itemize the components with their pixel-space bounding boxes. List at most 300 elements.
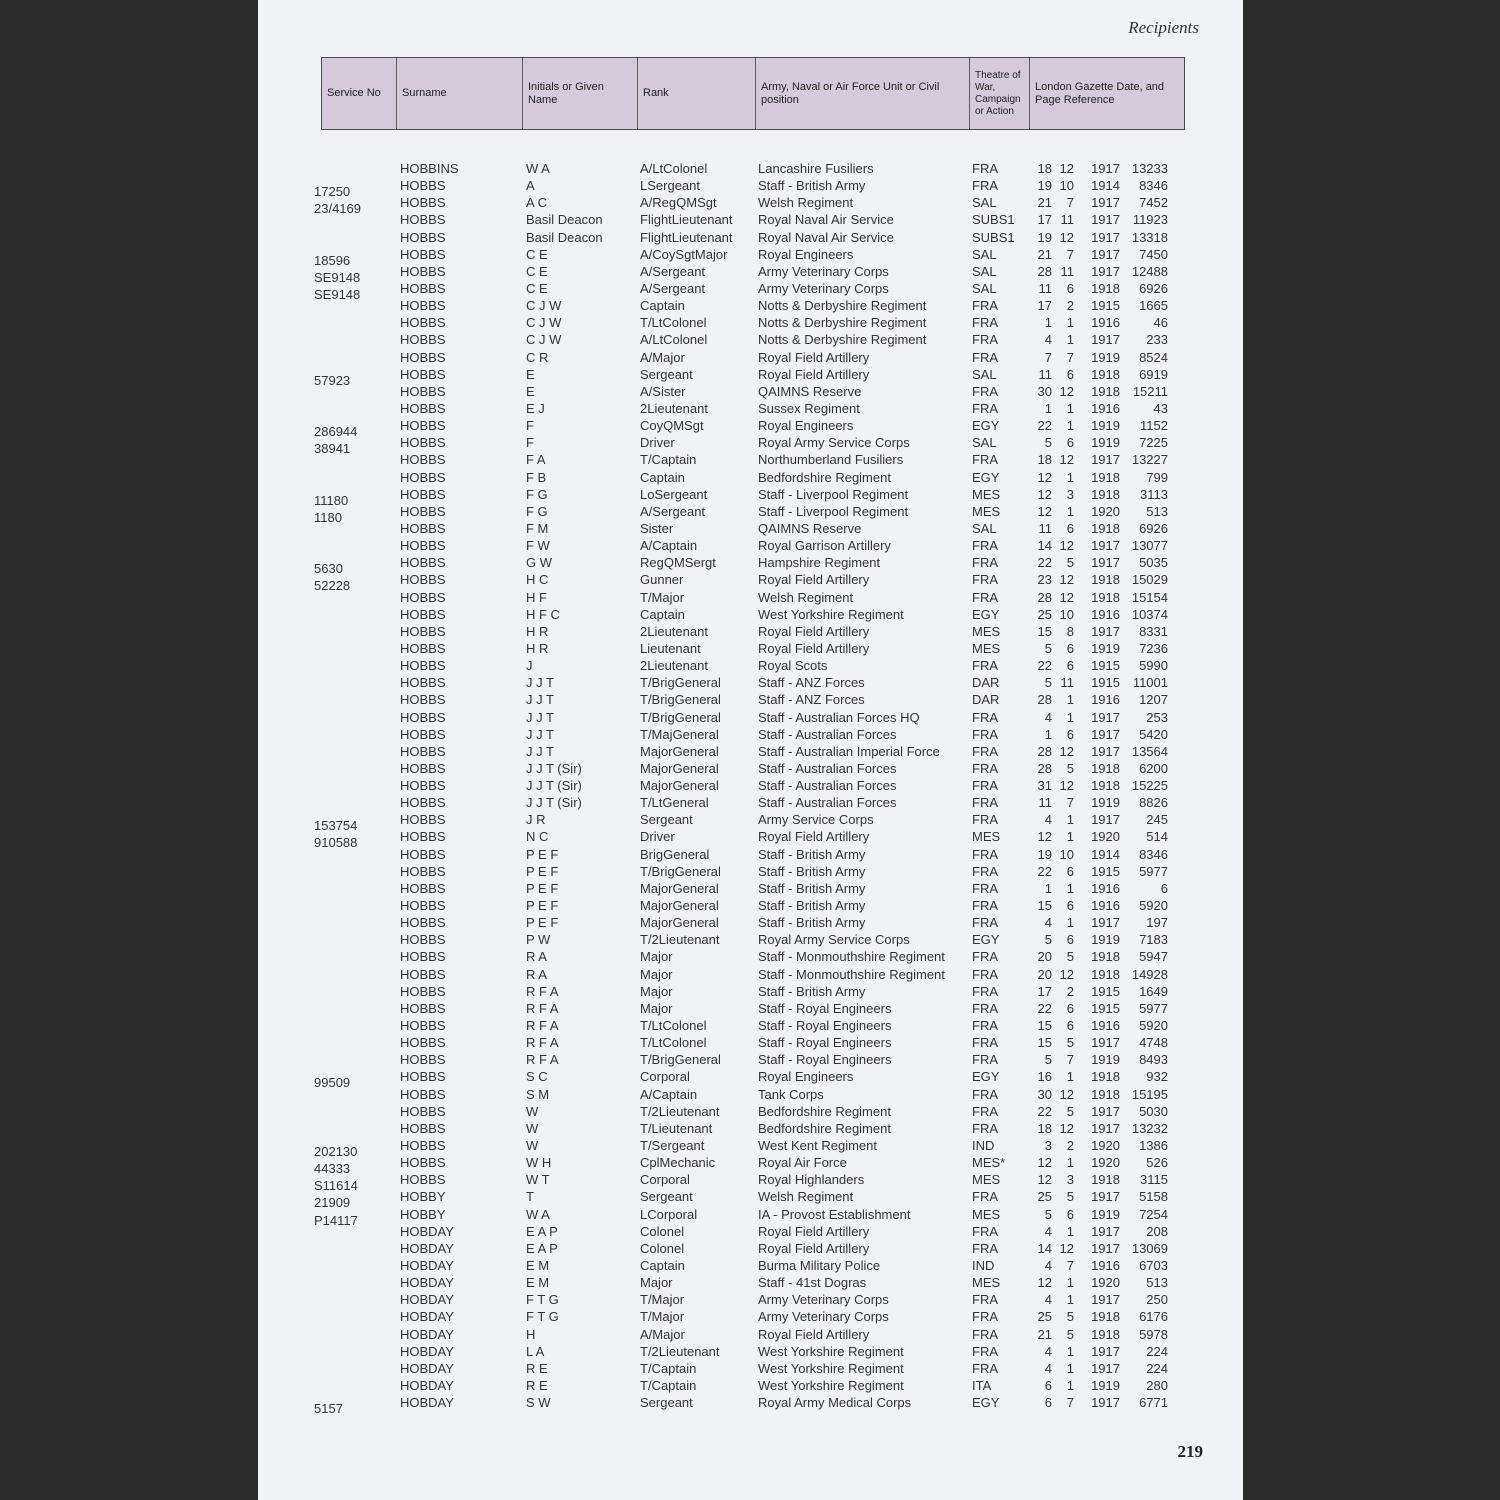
cell-unit: Royal Army Service Corps (758, 932, 910, 948)
cell-unit: Royal Highlanders (758, 1172, 865, 1188)
cell-service-no: 23/4169 (314, 201, 361, 217)
cell-rank: A/Major (640, 1326, 685, 1342)
cell-initials: E A P (526, 1223, 558, 1239)
cell-gazette-page: 15029 (1131, 572, 1168, 588)
cell-gazette-day: 28 (1037, 263, 1052, 279)
cell-surname: HOBBS (400, 949, 446, 965)
cell-gazette-page: 15225 (1131, 778, 1168, 794)
cell-gazette-month: 12 (1059, 778, 1074, 794)
cell-gazette-year: 1920 (1091, 1155, 1120, 1171)
cell-gazette-month: 6 (1066, 520, 1074, 536)
cell-gazette-year: 1917 (1091, 1360, 1120, 1376)
cell-theatre: FRA (972, 315, 998, 331)
cell-surname: HOBBS (400, 589, 446, 605)
cell-unit: Sussex Regiment (758, 400, 860, 416)
cell-unit: Staff - Monmouthshire Regiment (758, 966, 945, 982)
cell-gazette-page: 233 (1146, 332, 1168, 348)
cell-gazette-month: 11 (1060, 675, 1074, 691)
cell-gazette-year: 1915 (1091, 298, 1120, 314)
cell-surname: HOBBS (400, 1172, 446, 1188)
cell-initials: G W (526, 555, 552, 571)
cell-surname: HOBBS (400, 812, 446, 828)
table-row (314, 1000, 1194, 1017)
cell-gazette-page: 8346 (1139, 178, 1168, 194)
cell-surname: HOBBS (400, 846, 446, 862)
cell-gazette-page: 13069 (1131, 1240, 1168, 1256)
cell-unit: Staff - Royal Engineers (758, 1035, 892, 1051)
cell-surname: HOBBS (400, 726, 446, 742)
cell-surname: HOBBS (400, 298, 446, 314)
cell-theatre: FRA (972, 760, 998, 776)
cell-gazette-page: 3113 (1140, 486, 1168, 502)
cell-rank: T/Major (640, 589, 685, 605)
cell-surname: HOBBS (400, 263, 446, 279)
cell-surname: HOBBS (400, 1000, 446, 1016)
cell-gazette-page: 15211 (1132, 383, 1168, 399)
cell-initials: E J (526, 400, 545, 416)
book-page (258, 0, 1243, 1500)
cell-gazette-page: 13077 (1131, 538, 1168, 554)
cell-unit: Staff - Liverpool Regiment (758, 486, 909, 502)
cell-unit: Royal Field Artillery (758, 572, 870, 588)
cell-gazette-month: 5 (1066, 1103, 1074, 1119)
cell-unit: Welsh Regiment (758, 1189, 854, 1205)
cell-gazette-month: 6 (1066, 280, 1074, 296)
table-row (314, 914, 1194, 931)
cell-surname: HOBBS (400, 400, 446, 416)
cell-initials: R A (526, 966, 547, 982)
cell-theatre: EGY (972, 469, 1000, 485)
cell-surname: HOBDAY (400, 1395, 454, 1411)
cell-rank: FlightLieutenant (640, 212, 733, 228)
cell-service-no: 202130 (314, 1144, 358, 1160)
cell-initials: F (526, 435, 534, 451)
cell-theatre: FRA (972, 1292, 998, 1308)
table-row (314, 349, 1194, 366)
table-row (314, 263, 1194, 285)
cell-gazette-page: 526 (1146, 1155, 1168, 1171)
cell-gazette-month: 12 (1059, 1120, 1074, 1136)
cell-gazette-page: 14928 (1131, 966, 1168, 982)
cell-rank: Captain (640, 469, 685, 485)
cell-rank: A/Sergeant (640, 280, 706, 296)
cell-gazette-year: 1920 (1091, 1138, 1120, 1154)
cell-unit: Staff - 41st Dogras (758, 1275, 867, 1291)
cell-initials: E (526, 366, 535, 382)
cell-theatre: FRA (972, 846, 998, 862)
cell-gazette-day: 12 (1037, 829, 1052, 845)
cell-gazette-month: 1 (1066, 503, 1074, 519)
cell-gazette-year: 1919 (1091, 1206, 1120, 1222)
cell-gazette-year: 1918 (1091, 520, 1120, 536)
cell-initials: P E F (526, 863, 559, 879)
cell-rank: T/LtColonel (640, 315, 707, 331)
cell-gazette-page: 224 (1146, 1343, 1168, 1359)
table-row (314, 589, 1194, 606)
cell-gazette-month: 5 (1066, 1035, 1074, 1051)
cell-surname: HOBBS (400, 1120, 446, 1136)
cell-rank: BrigGeneral (640, 846, 710, 862)
cell-surname: HOBBS (400, 658, 446, 674)
cell-theatre: MES (972, 503, 1001, 519)
table-row (314, 1034, 1194, 1051)
table-row (314, 1291, 1194, 1308)
table-row (314, 1103, 1194, 1120)
cell-unit: West Kent Regiment (758, 1138, 877, 1154)
cell-theatre: FRA (972, 1223, 998, 1239)
cell-gazette-day: 23 (1037, 572, 1052, 588)
cell-unit: Staff - Australian Forces (758, 726, 897, 742)
cell-rank: Sergeant (640, 1189, 693, 1205)
cell-initials: E A P (526, 1240, 558, 1256)
cell-theatre: FRA (972, 555, 998, 571)
cell-gazette-month: 1 (1066, 915, 1074, 931)
cell-rank: CplMechanic (640, 1155, 716, 1171)
cell-gazette-month: 5 (1066, 1326, 1074, 1342)
cell-gazette-month: 6 (1066, 726, 1074, 742)
cell-surname: HOBBS (400, 195, 446, 211)
cell-initials: J J T (526, 675, 554, 691)
cell-gazette-page: 224 (1146, 1360, 1168, 1376)
cell-gazette-page: 5030 (1139, 1103, 1168, 1119)
cell-gazette-month: 12 (1059, 1240, 1074, 1256)
cell-surname: HOBBS (400, 1086, 446, 1102)
cell-theatre: MES (972, 486, 1001, 502)
cell-gazette-year: 1917 (1091, 1240, 1120, 1256)
cell-gazette-page: 5990 (1139, 658, 1168, 674)
cell-gazette-year: 1915 (1091, 658, 1120, 674)
cell-gazette-day: 12 (1037, 503, 1052, 519)
cell-gazette-page: 514 (1146, 829, 1168, 845)
cell-gazette-page: 932 (1146, 1069, 1168, 1085)
cell-theatre: SAL (972, 263, 997, 279)
cell-theatre: FRA (972, 452, 998, 468)
cell-initials: F A (526, 452, 546, 468)
cell-gazette-year: 1917 (1091, 1189, 1120, 1205)
cell-gazette-month: 1 (1066, 418, 1074, 434)
cell-surname: HOBDAY (400, 1258, 454, 1273)
cell-unit: Royal Field Artillery (758, 1223, 870, 1239)
cell-gazette-day: 4 (1044, 332, 1052, 348)
cell-gazette-page: 5977 (1139, 863, 1168, 879)
cell-unit: Notts & Derbyshire Regiment (758, 332, 927, 348)
cell-theatre: SAL (972, 435, 997, 451)
cell-gazette-month: 1 (1066, 1377, 1074, 1393)
cell-surname: HOBBS (400, 366, 446, 382)
cell-gazette-year: 1916 (1091, 1018, 1120, 1034)
cell-gazette-year: 1915 (1091, 863, 1120, 879)
cell-initials: J J T (526, 726, 554, 742)
table-row (314, 726, 1194, 743)
cell-rank: LCorporal (640, 1206, 698, 1222)
cell-surname: HOBDAY (400, 1240, 454, 1256)
cell-theatre: FRA (972, 400, 998, 416)
cell-initials: S W (526, 1395, 551, 1411)
cell-unit: Army Service Corps (758, 812, 874, 828)
cell-gazette-day: 1 (1044, 400, 1052, 416)
cell-gazette-day: 20 (1037, 949, 1052, 965)
table-row (314, 383, 1194, 400)
cell-surname: HOBBS (400, 675, 446, 691)
cell-gazette-day: 3 (1044, 1138, 1052, 1154)
cell-gazette-year: 1917 (1091, 212, 1120, 228)
cell-rank: T/Major (640, 1292, 685, 1308)
cell-gazette-month: 12 (1059, 743, 1074, 759)
cell-rank: MajorGeneral (640, 880, 719, 896)
table-row (314, 1137, 1194, 1160)
cell-surname: HOBBS (400, 332, 446, 348)
cell-initials: F T G (526, 1309, 559, 1325)
cell-unit: Northumberland Fusiliers (758, 452, 904, 468)
cell-surname: HOBBS (400, 1018, 446, 1034)
cell-surname: HOBBS (400, 1155, 446, 1171)
cell-gazette-day: 18 (1037, 1120, 1052, 1136)
cell-service-no: SE9148 (314, 286, 361, 302)
cell-gazette-page: 11001 (1132, 675, 1168, 691)
cell-gazette-page: 245 (1146, 812, 1168, 828)
cell-theatre: FRA (972, 1326, 998, 1342)
cell-gazette-page: 15154 (1131, 589, 1168, 605)
cell-gazette-month: 6 (1066, 863, 1074, 879)
cell-initials: F T G (526, 1292, 559, 1308)
cell-service-no: 21909 (314, 1195, 351, 1211)
cell-rank: T/MajGeneral (640, 726, 719, 742)
cell-gazette-day: 4 (1044, 1343, 1052, 1359)
cell-initials: J R (526, 812, 546, 828)
cell-gazette-page: 7452 (1139, 195, 1168, 211)
cell-initials: J J T (526, 692, 554, 708)
cell-surname: HOBBS (400, 915, 446, 931)
table-row (314, 897, 1194, 914)
cell-unit: Royal Field Artillery (758, 640, 870, 656)
cell-gazette-month: 1 (1066, 880, 1074, 896)
cell-gazette-year: 1917 (1091, 623, 1120, 639)
cell-service-no: 52228 (314, 578, 351, 594)
cell-gazette-month: 1 (1066, 709, 1074, 725)
cell-gazette-year: 1918 (1091, 383, 1120, 399)
cell-initials: F M (526, 520, 549, 536)
cell-gazette-year: 1918 (1091, 469, 1120, 485)
cell-initials: W A (526, 161, 550, 176)
cell-rank: Major (640, 1275, 673, 1291)
cell-gazette-day: 25 (1037, 1189, 1052, 1205)
cell-gazette-page: 6926 (1139, 520, 1168, 536)
cell-gazette-day: 19 (1037, 229, 1052, 245)
cell-gazette-day: 4 (1044, 812, 1052, 828)
table-row (314, 657, 1194, 674)
cell-gazette-page: 1152 (1140, 418, 1168, 434)
cell-gazette-month: 1 (1066, 315, 1074, 331)
cell-surname: HOBBS (400, 555, 446, 571)
cell-initials: J J T (Sir) (526, 760, 582, 776)
table-row (314, 160, 1194, 177)
cell-unit: Staff - Royal Engineers (758, 1052, 892, 1068)
cell-gazette-year: 1918 (1091, 760, 1120, 776)
cell-gazette-day: 5 (1044, 932, 1052, 948)
cell-theatre: FRA (972, 1240, 998, 1256)
cell-gazette-year: 1917 (1091, 263, 1120, 279)
cell-theatre: MES (972, 829, 1001, 845)
table-row (314, 674, 1194, 691)
cell-gazette-year: 1917 (1091, 538, 1120, 554)
cell-rank: 2Lieutenant (640, 623, 708, 639)
cell-unit: Staff - Royal Engineers (758, 1000, 892, 1016)
cell-gazette-month: 7 (1066, 195, 1074, 211)
cell-gazette-year: 1918 (1091, 280, 1120, 296)
cell-gazette-month: 7 (1066, 246, 1074, 262)
cell-gazette-month: 5 (1066, 1309, 1074, 1325)
cell-gazette-day: 22 (1037, 1000, 1052, 1016)
cell-unit: Tank Corps (758, 1086, 824, 1102)
cell-gazette-day: 28 (1037, 760, 1052, 776)
cell-gazette-day: 6 (1044, 1395, 1052, 1411)
cell-gazette-month: 1 (1066, 692, 1074, 708)
cell-rank: T/LtColonel (640, 1035, 707, 1051)
header-rank: Rank (638, 58, 756, 129)
table-row (314, 691, 1194, 708)
cell-gazette-month: 5 (1066, 555, 1074, 571)
cell-gazette-day: 1 (1044, 726, 1052, 742)
cell-rank: Major (640, 949, 673, 965)
cell-rank: T/BrigGeneral (640, 863, 721, 879)
cell-rank: LoSergeant (640, 486, 708, 502)
cell-gazette-page: 250 (1146, 1292, 1168, 1308)
table-row (314, 1240, 1194, 1257)
cell-rank: T/BrigGeneral (640, 1052, 721, 1068)
cell-service-no: 38941 (314, 441, 351, 457)
cell-initials: C R (526, 349, 549, 365)
cell-surname: HOBDAY (400, 1377, 454, 1393)
cell-rank: RegQMSergt (640, 555, 716, 571)
cell-gazette-month: 6 (1066, 640, 1074, 656)
cell-gazette-page: 6926 (1139, 280, 1168, 296)
cell-gazette-year: 1920 (1091, 503, 1120, 519)
cell-rank: A/Sister (640, 383, 686, 399)
cell-gazette-day: 4 (1044, 1223, 1052, 1239)
cell-unit: Staff - British Army (758, 178, 866, 194)
cell-theatre: FRA (972, 1120, 998, 1136)
cell-unit: Staff - British Army (758, 983, 866, 999)
cell-surname: HOBBS (400, 538, 446, 554)
cell-gazette-month: 8 (1066, 623, 1074, 639)
cell-unit: Bedfordshire Regiment (758, 469, 891, 485)
cell-unit: Staff - Australian Imperial Force (758, 743, 940, 759)
cell-gazette-page: 13232 (1131, 1120, 1168, 1136)
cell-surname: HOBBS (400, 1138, 446, 1154)
cell-gazette-year: 1918 (1091, 1069, 1120, 1085)
cell-gazette-year: 1918 (1091, 366, 1120, 382)
cell-unit: Royal Engineers (758, 1069, 854, 1085)
cell-surname: HOBBS (400, 640, 446, 656)
cell-unit: Royal Field Artillery (758, 349, 870, 365)
cell-theatre: SAL (972, 366, 997, 382)
cell-gazette-month: 6 (1066, 1018, 1074, 1034)
cell-gazette-page: 5420 (1139, 726, 1168, 742)
cell-surname: HOBBS (400, 503, 446, 519)
table-row (314, 469, 1194, 486)
cell-gazette-month: 1 (1066, 1223, 1074, 1239)
cell-gazette-month: 1 (1066, 829, 1074, 845)
cell-theatre: FRA (972, 915, 998, 931)
cell-gazette-page: 8493 (1139, 1052, 1168, 1068)
cell-gazette-year: 1917 (1091, 915, 1120, 931)
cell-gazette-month: 10 (1059, 178, 1074, 194)
table-row (314, 297, 1194, 314)
table-row (314, 366, 1194, 388)
cell-gazette-page: 13564 (1131, 743, 1168, 759)
cell-surname: HOBBS (400, 966, 446, 982)
cell-surname: HOBBS (400, 606, 446, 622)
table-row (314, 1068, 1194, 1091)
cell-initials: W (526, 1138, 539, 1154)
cell-initials: R F A (526, 983, 559, 999)
cell-gazette-day: 21 (1037, 246, 1052, 262)
cell-initials: S M (526, 1086, 550, 1102)
cell-rank: T/2Lieutenant (640, 1103, 720, 1119)
cell-service-no: 153754 (314, 818, 358, 834)
cell-gazette-day: 15 (1037, 1035, 1052, 1051)
cell-gazette-page: 1665 (1139, 298, 1168, 314)
table-row (314, 1086, 1194, 1103)
cell-rank: T/LtGeneral (640, 795, 709, 811)
cell-rank: LSergeant (640, 178, 700, 194)
cell-gazette-year: 1919 (1091, 435, 1120, 451)
cell-gazette-page: 1649 (1139, 983, 1168, 999)
table-row (314, 1120, 1194, 1137)
cell-initials: E M (526, 1258, 550, 1273)
cell-gazette-page: 7236 (1139, 640, 1168, 656)
cell-gazette-day: 4 (1044, 709, 1052, 725)
cell-gazette-page: 5978 (1139, 1326, 1168, 1342)
cell-rank: MajorGeneral (640, 760, 719, 776)
cell-rank: MajorGeneral (640, 915, 719, 931)
table-row (314, 1188, 1194, 1211)
cell-theatre: SUBS1 (972, 212, 1015, 228)
cell-gazette-month: 2 (1066, 1138, 1074, 1154)
cell-gazette-year: 1918 (1091, 1172, 1120, 1188)
cell-theatre: DAR (972, 692, 1000, 708)
table-row (314, 1394, 1194, 1417)
cell-gazette-day: 5 (1044, 1206, 1052, 1222)
cell-theatre: FRA (972, 589, 998, 605)
cell-gazette-page: 197 (1146, 915, 1168, 931)
cell-surname: HOBBY (400, 1206, 446, 1222)
table-row (314, 760, 1194, 777)
cell-service-no: 910588 (314, 835, 358, 851)
cell-initials: R E (526, 1360, 548, 1376)
table-row (314, 1360, 1194, 1377)
cell-gazette-day: 5 (1044, 675, 1052, 691)
cell-gazette-page: 13233 (1131, 161, 1168, 176)
cell-service-no: 99509 (314, 1075, 351, 1091)
cell-gazette-year: 1916 (1091, 606, 1120, 622)
cell-rank: T/Lieutenant (640, 1120, 713, 1136)
cell-gazette-day: 25 (1037, 606, 1052, 622)
table-row (314, 229, 1194, 246)
cell-surname: HOBBS (400, 1052, 446, 1068)
cell-gazette-year: 1917 (1091, 229, 1120, 245)
cell-initials: J J T (Sir) (526, 795, 582, 811)
cell-gazette-month: 1 (1066, 1155, 1074, 1171)
cell-rank: T/LtColonel (640, 1018, 707, 1034)
cell-gazette-day: 1 (1044, 880, 1052, 896)
table-row (314, 434, 1194, 457)
cell-unit: Royal Field Artillery (758, 623, 870, 639)
cell-gazette-day: 15 (1037, 898, 1052, 914)
cell-surname: HOBBS (400, 863, 446, 879)
table-row (314, 1257, 1194, 1274)
table-row (314, 554, 1194, 577)
